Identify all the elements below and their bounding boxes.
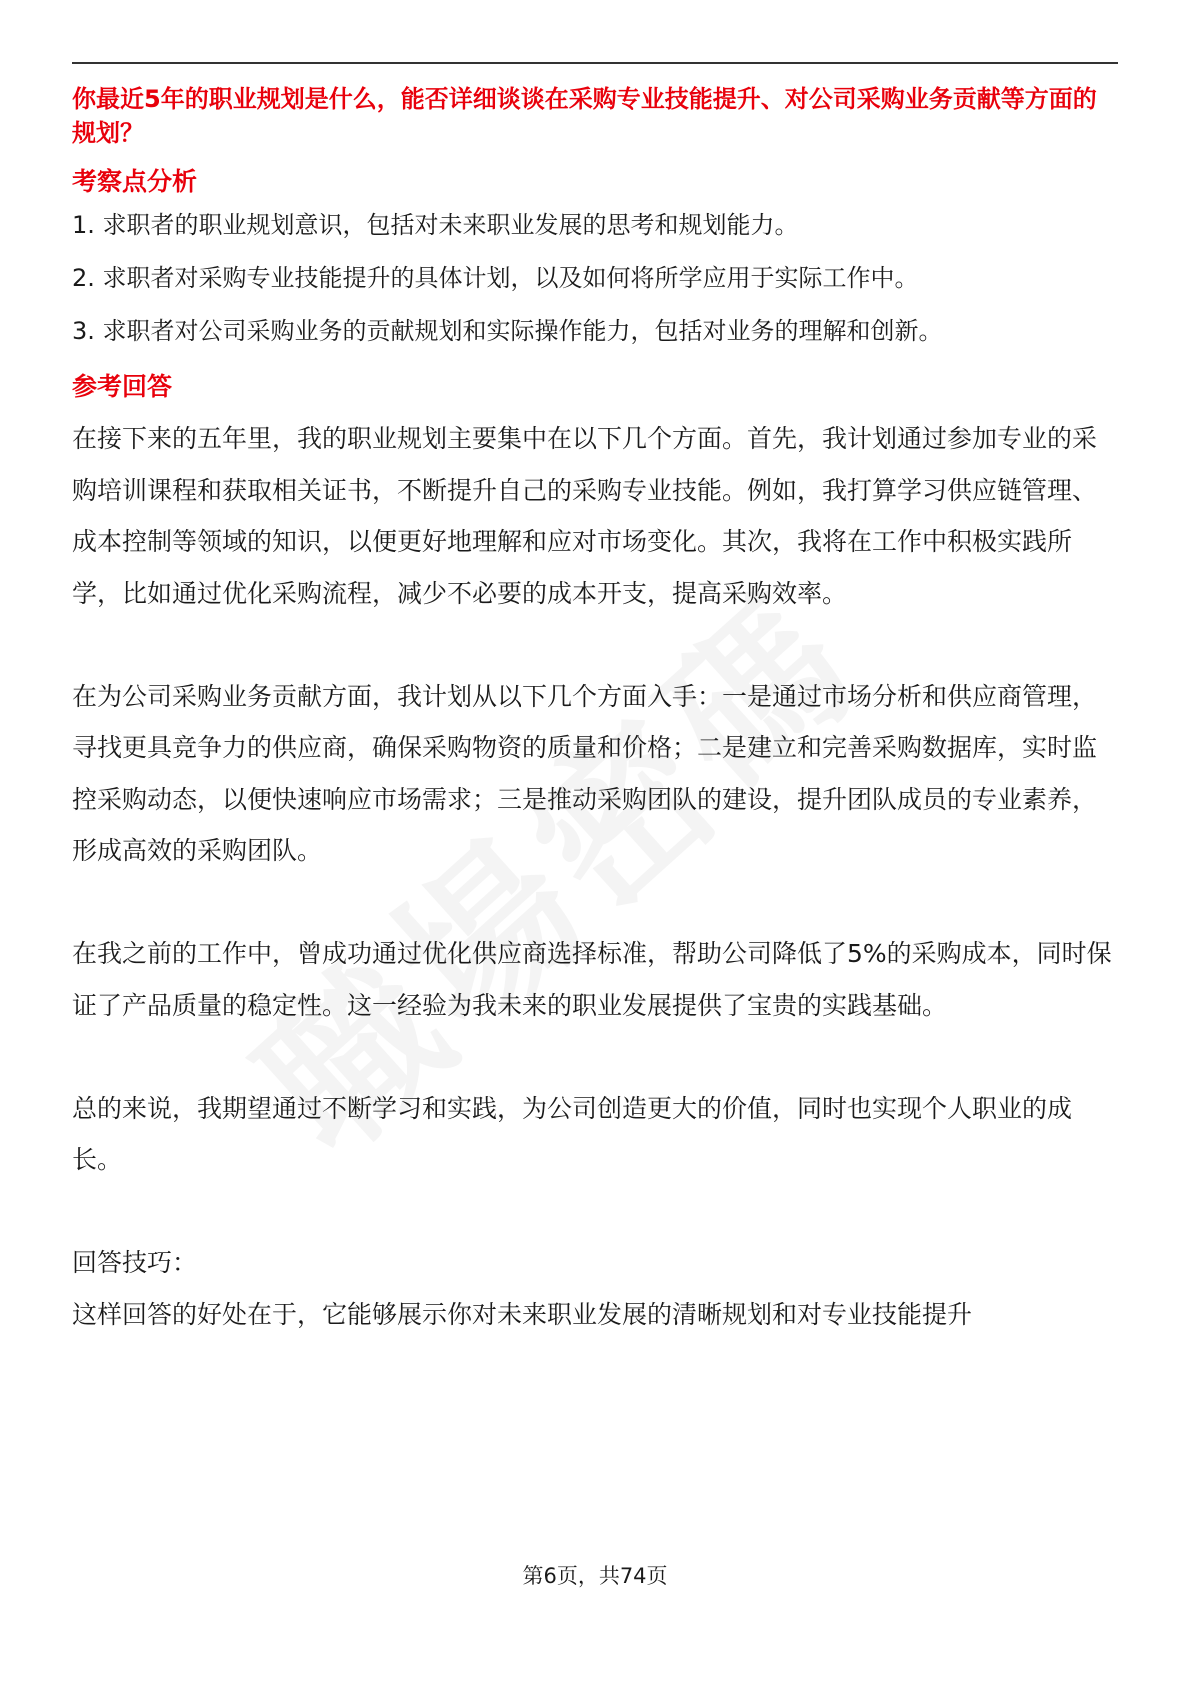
analysis-point: 2. 求职者对采购专业技能提升的具体计划，以及如何将所学应用于实际工作中。 (72, 264, 919, 292)
answer-paragraph: 在为公司采购业务贡献方面，我计划从以下几个方面入手：一是通过市场分析和供应商管理，寻找更具竞争力的供应商，确保采购物资的质量和价格；二是建立和完善采购数据库，实时监控采购动态，以便快速响应市场需求；三是推动采购团队的建设，提升团队成员的专业素养，形成高效的采购团队。 (72, 681, 1098, 865)
page-content (72, 82, 1118, 1340)
analysis-point: 1. 求职者的职业规划意识，包括对未来职业发展的思考和规划能力。 (72, 211, 799, 239)
analysis-section (72, 162, 1118, 348)
top-divider (72, 62, 1118, 64)
tips-text: 这样回答的好处在于，它能够展示你对未来职业发展的清晰规划和对专业技能提升 (72, 1299, 973, 1329)
page-footer: 第6页，共74页 (522, 1564, 668, 1588)
question-title: 你最近5年的职业规划是什么，能否详细谈谈在采购专业技能提升、对公司采购业务贡献等方面的规划？ (72, 85, 1097, 147)
answer-heading: 参考回答 (72, 372, 173, 401)
answer-paragraph: 在接下来的五年里，我的职业规划主要集中在以下几个方面。首先，我计划通过参加专业的采购培训课程和获取相关证书，不断提升自己的采购专业技能。例如，我打算学习供应链管理、成本控制等领域的知识，以便更好地理解和应对市场变化。其次，我将在工作中积极实践所学，比如通过优化采购流程，减少不必要的成本开支，提高采购效率。 (72, 424, 1098, 608)
analysis-heading: 考察点分析 (72, 167, 198, 196)
answer-paragraph: 在我之前的工作中，曾成功通过优化供应商选择标准，帮助公司降低了5%的采购成本，同时保证了产品质量的稳定性。这一经验为我未来的职业发展提供了宝贵的实践基础。 (72, 939, 1112, 1020)
answer-paragraph: 总的来说，我期望通过不断学习和实践，为公司创造更大的价值，同时也实现个人职业的成长。 (72, 1093, 1073, 1174)
answer-section (72, 367, 1118, 1186)
tips-section (72, 1237, 1118, 1340)
analysis-point: 3. 求职者对公司采购业务的贡献规划和实际操作能力，包括对业务的理解和创新。 (72, 317, 943, 345)
tips-label: 回答技巧： (72, 1248, 198, 1277)
